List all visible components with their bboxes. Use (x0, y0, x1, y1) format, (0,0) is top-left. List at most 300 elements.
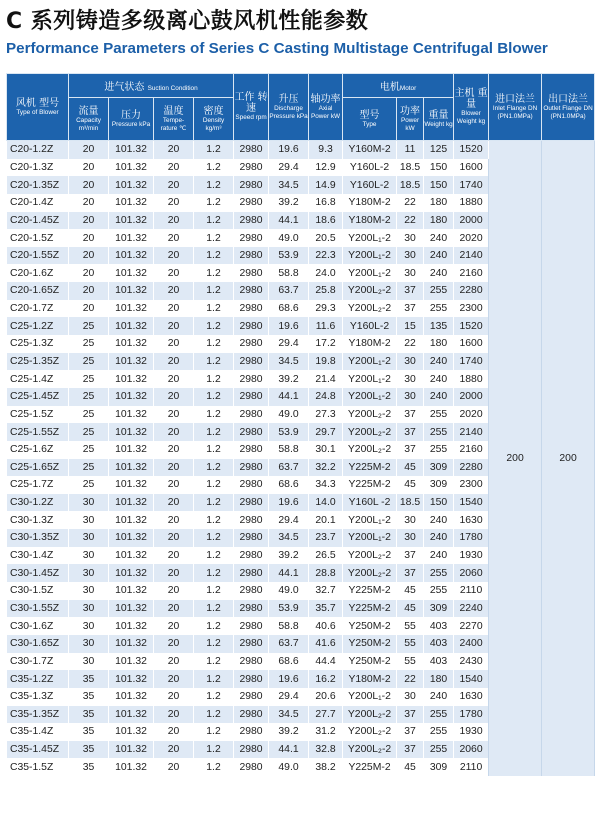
table-cell: 240 (424, 370, 454, 388)
table-cell: 2980 (234, 159, 269, 177)
table-cell: 45 (397, 758, 424, 776)
table-cell: 1930 (454, 723, 489, 741)
table-cell: 1.2 (194, 564, 234, 582)
table-cell: 39.2 (269, 723, 309, 741)
table-cell: 1630 (454, 511, 489, 529)
table-cell: 20 (154, 688, 194, 706)
table-cell: 1780 (454, 706, 489, 724)
table-cell: Y200L₂-2 (343, 300, 397, 318)
table-cell: 20 (154, 723, 194, 741)
table-cell: 29.4 (269, 511, 309, 529)
header-motor-power: 功率 Power kW (397, 98, 424, 141)
table-cell: 34.5 (269, 353, 309, 371)
table-cell: 1.2 (194, 688, 234, 706)
table-cell: 45 (397, 600, 424, 618)
table-cell: Y225M-2 (343, 758, 397, 776)
table-cell: 45 (397, 459, 424, 477)
table-cell: C30-1.45Z (7, 564, 69, 582)
table-cell: Y225M-2 (343, 582, 397, 600)
table-cell: 2110 (454, 758, 489, 776)
table-cell: 39.2 (269, 370, 309, 388)
table-cell: 101.32 (109, 494, 154, 512)
table-cell: 1.2 (194, 388, 234, 406)
table-cell: C30-1.2Z (7, 494, 69, 512)
table-cell: 32.8 (309, 741, 343, 759)
table-cell: 68.6 (269, 653, 309, 671)
table-cell: 101.32 (109, 582, 154, 600)
table-cell: 30 (397, 688, 424, 706)
table-cell: 1.2 (194, 406, 234, 424)
table-cell: 20.6 (309, 688, 343, 706)
table-cell: C25-1.6Z (7, 441, 69, 459)
table-cell: C25-1.7Z (7, 476, 69, 494)
table-cell: 22 (397, 194, 424, 212)
table-cell: 2270 (454, 617, 489, 635)
table-cell: 150 (424, 176, 454, 194)
table-cell: C35-1.5Z (7, 758, 69, 776)
table-cell: 240 (424, 388, 454, 406)
table-cell: 29.4 (269, 688, 309, 706)
table-cell: 1.2 (194, 317, 234, 335)
table-cell: 1.2 (194, 229, 234, 247)
table-cell: Y200L₂-2 (343, 406, 397, 424)
table-cell: 2980 (234, 300, 269, 318)
table-cell: 101.32 (109, 511, 154, 529)
table-cell: 18.5 (397, 159, 424, 177)
table-cell: C25-1.3Z (7, 335, 69, 353)
table-cell: 23.7 (309, 529, 343, 547)
table-cell: 2280 (454, 459, 489, 477)
table-cell: 2060 (454, 564, 489, 582)
table-cell: 2160 (454, 441, 489, 459)
table-cell: C25-1.2Z (7, 317, 69, 335)
table-cell: 58.8 (269, 617, 309, 635)
table-cell: 2980 (234, 494, 269, 512)
table-cell: 29.3 (309, 300, 343, 318)
table-cell: 101.32 (109, 741, 154, 759)
table-cell: 1.2 (194, 476, 234, 494)
table-cell: 30 (397, 229, 424, 247)
table-cell: 2000 (454, 212, 489, 230)
table-cell: 255 (424, 741, 454, 759)
table-cell: C30-1.55Z (7, 600, 69, 618)
table-cell: 255 (424, 406, 454, 424)
table-cell: 2980 (234, 617, 269, 635)
table-cell: 44.1 (269, 388, 309, 406)
table-cell: C30-1.7Z (7, 653, 69, 671)
table-cell: 101.32 (109, 353, 154, 371)
table-cell: 20 (154, 282, 194, 300)
table-cell: 2980 (234, 441, 269, 459)
table-cell: Y180M-2 (343, 670, 397, 688)
table-cell: 20 (154, 370, 194, 388)
table-cell: 2980 (234, 176, 269, 194)
table-cell: 28.8 (309, 564, 343, 582)
table-cell: 101.32 (109, 441, 154, 459)
table-cell: 20 (69, 264, 109, 282)
table-cell: 1520 (454, 317, 489, 335)
table-cell: C35-1.4Z (7, 723, 69, 741)
table-cell: 101.32 (109, 758, 154, 776)
table-cell: 44.1 (269, 212, 309, 230)
table-cell: 2980 (234, 317, 269, 335)
table-cell: 1.2 (194, 423, 234, 441)
table-cell: 20 (154, 529, 194, 547)
table-cell: 20 (154, 653, 194, 671)
table-cell: 25 (69, 335, 109, 353)
table-cell: 18.5 (397, 494, 424, 512)
table-cell: 30 (397, 353, 424, 371)
table-cell: 2980 (234, 335, 269, 353)
table-cell: 20 (154, 212, 194, 230)
table-cell: 101.32 (109, 282, 154, 300)
table-cell: Y200L₂-2 (343, 282, 397, 300)
table-cell: 44.4 (309, 653, 343, 671)
table-cell: 15 (397, 317, 424, 335)
table-cell: 101.32 (109, 335, 154, 353)
table-cell: 2980 (234, 212, 269, 230)
table-cell: 32.7 (309, 582, 343, 600)
table-cell: Y200L₂-2 (343, 706, 397, 724)
header-capacity: 流量 Capacity m³/min (69, 98, 109, 141)
header-discharge: 升压 Discharge Pressure kPa (269, 74, 309, 141)
table-cell: Y225M-2 (343, 600, 397, 618)
table-cell: 20.5 (309, 229, 343, 247)
table-cell: C20-1.45Z (7, 212, 69, 230)
table-cell: 2980 (234, 653, 269, 671)
table-cell: 240 (424, 547, 454, 565)
table-cell: 49.0 (269, 229, 309, 247)
table-cell: 35 (69, 670, 109, 688)
table-cell: 2020 (454, 406, 489, 424)
table-cell: 37 (397, 282, 424, 300)
table-cell: 37 (397, 300, 424, 318)
header-outlet-flange: 出口法兰 Outlet Flange DN (PN1.0MPa) (542, 74, 595, 141)
table-cell: 2140 (454, 423, 489, 441)
table-cell: 20 (154, 194, 194, 212)
table-cell: 19.6 (269, 317, 309, 335)
table-cell: 19.6 (269, 494, 309, 512)
table-cell: 35.7 (309, 600, 343, 618)
table-cell: Y180M-2 (343, 335, 397, 353)
table-cell: 101.32 (109, 229, 154, 247)
table-cell: 101.32 (109, 300, 154, 318)
table-cell: 180 (424, 335, 454, 353)
performance-table (6, 73, 595, 776)
table-cell: C20-1.65Z (7, 282, 69, 300)
table-cell: 2300 (454, 476, 489, 494)
table-cell: 26.5 (309, 547, 343, 565)
table-cell: 1.2 (194, 159, 234, 177)
table-cell: 16.8 (309, 194, 343, 212)
table-cell: 1.2 (194, 441, 234, 459)
table-cell: Y200L₁-2 (343, 688, 397, 706)
table-cell: 2160 (454, 264, 489, 282)
table-cell: 27.3 (309, 406, 343, 424)
table-cell: 2980 (234, 511, 269, 529)
page-subtitle: Performance Parameters of Series C Casting Multistage Centrifugal Blower (6, 40, 548, 57)
table-cell: Y200L₁-2 (343, 370, 397, 388)
table-cell: 180 (424, 670, 454, 688)
table-cell: 1.2 (194, 670, 234, 688)
table-cell: 49.0 (269, 758, 309, 776)
table-cell: 1.2 (194, 370, 234, 388)
table-cell: 30 (69, 600, 109, 618)
table-cell: 30 (69, 564, 109, 582)
outlet-flange-value: 200 (542, 141, 595, 777)
table-cell: 240 (424, 688, 454, 706)
table-cell: 20 (154, 564, 194, 582)
table-cell: 255 (424, 423, 454, 441)
table-cell: 101.32 (109, 547, 154, 565)
table-cell: C35-1.3Z (7, 688, 69, 706)
table-cell: 55 (397, 635, 424, 653)
table-cell: 101.32 (109, 600, 154, 618)
table-cell: 403 (424, 635, 454, 653)
table-cell: 255 (424, 706, 454, 724)
table-cell: 20 (69, 282, 109, 300)
table-cell: 1.2 (194, 511, 234, 529)
page-title: C 系列铸造多级离心鼓风机性能参数 (6, 9, 369, 34)
table-cell: 180 (424, 212, 454, 230)
table-cell: C20-1.6Z (7, 264, 69, 282)
table-cell: Y200L₁-2 (343, 229, 397, 247)
table-cell: Y250M-2 (343, 617, 397, 635)
table-cell: 309 (424, 758, 454, 776)
table-cell: 1930 (454, 547, 489, 565)
table-cell: 1.2 (194, 758, 234, 776)
table-cell: 1880 (454, 370, 489, 388)
table-cell: 2140 (454, 247, 489, 265)
table-cell: 45 (397, 582, 424, 600)
table-cell: 101.32 (109, 635, 154, 653)
table-cell: 58.8 (269, 441, 309, 459)
table-cell: 1600 (454, 159, 489, 177)
table-cell: 25 (69, 476, 109, 494)
table-cell: 49.0 (269, 406, 309, 424)
table-cell: 2980 (234, 476, 269, 494)
table-cell: Y200L₁-2 (343, 511, 397, 529)
table-cell: Y200L₂-2 (343, 441, 397, 459)
table-cell: 1.2 (194, 264, 234, 282)
table-cell: 29.7 (309, 423, 343, 441)
table-cell: 63.7 (269, 459, 309, 477)
table-cell: 20 (69, 176, 109, 194)
table-cell: Y160L-2 (343, 159, 397, 177)
header-density: 密度 Density kg/m³ (194, 98, 234, 141)
table-cell: 14.9 (309, 176, 343, 194)
table-cell: 19.8 (309, 353, 343, 371)
table-cell: 1.2 (194, 723, 234, 741)
table-cell: 1.2 (194, 353, 234, 371)
table-cell: 20 (154, 159, 194, 177)
table-cell: 20 (154, 617, 194, 635)
table-cell: C25-1.65Z (7, 459, 69, 477)
table-cell: 49.0 (269, 582, 309, 600)
table-cell: 20 (154, 141, 194, 159)
header-motor-weight: 重量 Weight kg (424, 98, 454, 141)
table-cell: 2300 (454, 300, 489, 318)
table-cell: 20 (154, 423, 194, 441)
table-cell: 29.4 (269, 159, 309, 177)
table-cell: 30 (397, 529, 424, 547)
table-cell: 30 (69, 635, 109, 653)
table-cell: 255 (424, 582, 454, 600)
table-cell: 30 (69, 653, 109, 671)
table-cell: 2980 (234, 194, 269, 212)
table-cell: 20 (154, 476, 194, 494)
table-cell: 1.2 (194, 635, 234, 653)
table-cell: 2980 (234, 564, 269, 582)
table-cell: 37 (397, 441, 424, 459)
table-cell: 20 (154, 758, 194, 776)
table-cell: 18.6 (309, 212, 343, 230)
table-cell: 25 (69, 406, 109, 424)
header-suction: 进气状态 Suction Condition (69, 74, 234, 98)
table-cell: C30-1.5Z (7, 582, 69, 600)
table-cell: 12.9 (309, 159, 343, 177)
table-cell: 37 (397, 723, 424, 741)
table-cell: 45 (397, 476, 424, 494)
table-cell: 1.2 (194, 741, 234, 759)
table-cell: 101.32 (109, 723, 154, 741)
table-cell: 34.3 (309, 476, 343, 494)
table-cell: C30-1.35Z (7, 529, 69, 547)
table-cell: 53.9 (269, 423, 309, 441)
table-cell: 39.2 (269, 547, 309, 565)
table-cell: Y200L₂-2 (343, 564, 397, 582)
table-cell: 53.9 (269, 600, 309, 618)
table-cell: 1.2 (194, 547, 234, 565)
table-cell: Y250M-2 (343, 653, 397, 671)
table-cell: 37 (397, 741, 424, 759)
table-cell: 2980 (234, 741, 269, 759)
table-cell: 20 (69, 159, 109, 177)
table-cell: Y200L₁-2 (343, 264, 397, 282)
table-cell: 135 (424, 317, 454, 335)
table-cell: 1.2 (194, 335, 234, 353)
table-cell: 101.32 (109, 688, 154, 706)
table-cell: 20 (154, 494, 194, 512)
table-cell: Y200L₂-2 (343, 723, 397, 741)
table-cell: 40.6 (309, 617, 343, 635)
header-axial-power: 轴功率 Axial Power kW (309, 74, 343, 141)
table-cell: 30 (397, 511, 424, 529)
table-cell: 35 (69, 688, 109, 706)
table-cell: 58.8 (269, 264, 309, 282)
table-cell: 2400 (454, 635, 489, 653)
table-cell: 1.2 (194, 176, 234, 194)
table-cell: 2980 (234, 264, 269, 282)
table-cell: 101.32 (109, 317, 154, 335)
table-cell: Y225M-2 (343, 459, 397, 477)
table-cell: 2240 (454, 600, 489, 618)
table-cell: 1.2 (194, 494, 234, 512)
table-cell: 53.9 (269, 247, 309, 265)
table-cell: 20 (69, 141, 109, 159)
table-cell: 20 (69, 229, 109, 247)
table-cell: 2980 (234, 459, 269, 477)
table-cell: 309 (424, 476, 454, 494)
table-cell: 101.32 (109, 617, 154, 635)
table-cell: C20-1.3Z (7, 159, 69, 177)
table-cell: 2000 (454, 388, 489, 406)
table-cell: C20-1.7Z (7, 300, 69, 318)
table-cell: 35 (69, 723, 109, 741)
table-cell: 150 (424, 159, 454, 177)
table-cell: 101.32 (109, 529, 154, 547)
table-cell: 20 (154, 406, 194, 424)
table-cell: 1.2 (194, 653, 234, 671)
table-cell: 2980 (234, 370, 269, 388)
table-cell: 37 (397, 423, 424, 441)
table-cell: 403 (424, 653, 454, 671)
table-cell: 9.3 (309, 141, 343, 159)
table-cell: C30-1.4Z (7, 547, 69, 565)
table-cell: Y180M-2 (343, 194, 397, 212)
table-cell: 1.2 (194, 706, 234, 724)
table-cell: 255 (424, 300, 454, 318)
table-cell: 30 (69, 511, 109, 529)
table-cell: Y160L-2 (343, 317, 397, 335)
table-cell: C35-1.2Z (7, 670, 69, 688)
table-cell: 20 (154, 459, 194, 477)
table-cell: 2980 (234, 529, 269, 547)
table-cell: 37 (397, 564, 424, 582)
table-cell: 30 (69, 494, 109, 512)
table-cell: 20 (154, 176, 194, 194)
table-cell: 20 (154, 353, 194, 371)
table-cell: 2060 (454, 741, 489, 759)
table-cell: 240 (424, 264, 454, 282)
table-cell: 30 (397, 388, 424, 406)
table-cell: 20 (154, 600, 194, 618)
table-body (7, 141, 595, 777)
table-cell: 101.32 (109, 406, 154, 424)
table-cell: C35-1.45Z (7, 741, 69, 759)
table-cell: 27.7 (309, 706, 343, 724)
header-model: 风机 型号 Type of Blower (7, 74, 69, 141)
table-cell: 2980 (234, 229, 269, 247)
table-cell: 255 (424, 723, 454, 741)
table-cell: 20 (154, 335, 194, 353)
table-cell: 101.32 (109, 459, 154, 477)
table-cell: 20 (154, 441, 194, 459)
table-cell: 2980 (234, 582, 269, 600)
table-cell: 20 (154, 264, 194, 282)
table-cell: 150 (424, 494, 454, 512)
table-cell: 1780 (454, 529, 489, 547)
table-cell: 101.32 (109, 264, 154, 282)
table-cell: 34.5 (269, 176, 309, 194)
table-cell: Y200L₂-2 (343, 547, 397, 565)
table-cell: 30.1 (309, 441, 343, 459)
header-motor-type: 型号 Type (343, 98, 397, 141)
table-cell: 20 (154, 317, 194, 335)
table-cell: 1540 (454, 670, 489, 688)
table-cell: 2980 (234, 723, 269, 741)
table-cell: 37 (397, 706, 424, 724)
table-cell: 25 (69, 441, 109, 459)
table-cell: 403 (424, 617, 454, 635)
table-cell: 125 (424, 141, 454, 159)
table-cell: 2980 (234, 388, 269, 406)
table-cell: 309 (424, 459, 454, 477)
table-cell: 63.7 (269, 635, 309, 653)
table-cell: Y200L₁-2 (343, 529, 397, 547)
table-cell: 101.32 (109, 653, 154, 671)
table-cell: 2980 (234, 423, 269, 441)
